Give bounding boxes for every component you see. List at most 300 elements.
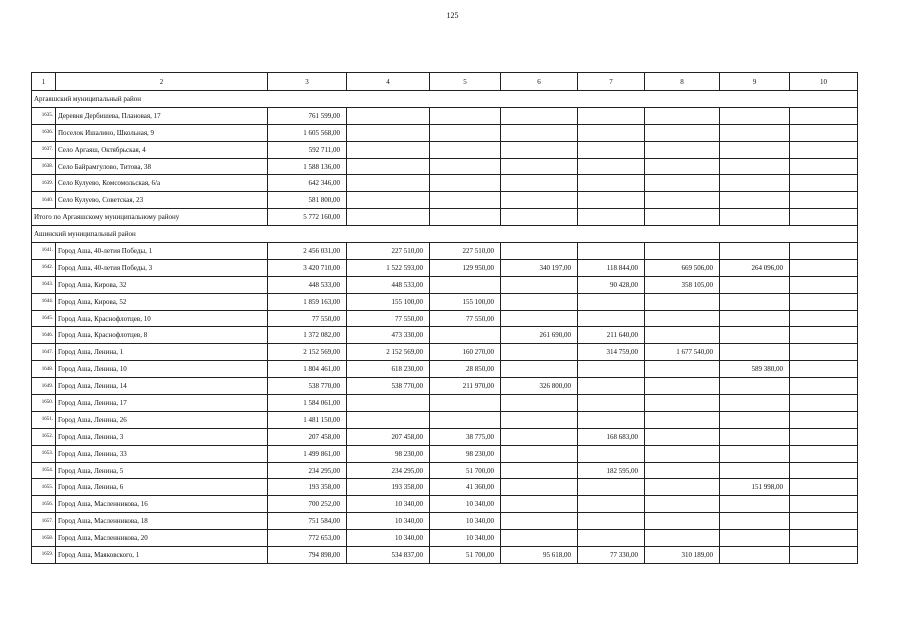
value-cell <box>645 175 720 192</box>
address-cell: Город Аша, 40-летия Победы, 3 <box>56 259 268 276</box>
value-cell <box>430 395 501 412</box>
section-row <box>32 91 858 108</box>
value-cell: 2 152 569,00 <box>347 344 430 361</box>
row-number: 1639. <box>32 175 56 192</box>
value-cell: 1 859 163,00 <box>268 293 347 310</box>
value-cell <box>720 445 790 462</box>
value-cell <box>720 462 790 479</box>
row-number: 1657. <box>32 513 56 530</box>
value-cell <box>430 192 501 209</box>
value-cell: 358 105,00 <box>645 276 720 293</box>
total-row <box>32 209 858 226</box>
value-cell <box>720 141 790 158</box>
value-cell <box>720 276 790 293</box>
value-cell: 1 499 861,00 <box>268 445 347 462</box>
value-cell: 538 770,00 <box>347 378 430 395</box>
row-number: 1635. <box>32 107 56 124</box>
value-cell <box>720 107 790 124</box>
row-number: 1647. <box>32 344 56 361</box>
value-cell <box>720 158 790 175</box>
column-header: 6 <box>501 73 578 91</box>
value-cell <box>578 243 645 260</box>
value-cell: 1 481 150,00 <box>268 411 347 428</box>
section-title: Ашинский муниципальный район <box>32 226 858 243</box>
value-cell <box>501 496 578 513</box>
value-cell: 1 372 082,00 <box>268 327 347 344</box>
value-cell: 1 588 136,00 <box>268 158 347 175</box>
value-cell <box>501 344 578 361</box>
value-cell <box>790 327 858 344</box>
value-cell <box>430 209 501 226</box>
row-number: 1637. <box>32 141 56 158</box>
value-cell <box>720 344 790 361</box>
value-cell <box>790 361 858 378</box>
value-cell <box>578 192 645 209</box>
value-cell <box>645 158 720 175</box>
value-cell: 155 100,00 <box>347 293 430 310</box>
value-cell <box>501 479 578 496</box>
value-cell: 538 770,00 <box>268 378 347 395</box>
row-number: 1649. <box>32 378 56 395</box>
value-cell <box>430 124 501 141</box>
value-cell <box>720 192 790 209</box>
value-cell: 211 970,00 <box>430 378 501 395</box>
value-cell: 618 230,00 <box>347 361 430 378</box>
address-cell: Город Аша, Кирова, 52 <box>56 293 268 310</box>
column-header: 10 <box>790 73 858 91</box>
value-cell <box>720 530 790 547</box>
value-cell: 77 550,00 <box>347 310 430 327</box>
value-cell <box>578 479 645 496</box>
row-number: 1658. <box>32 530 56 547</box>
value-cell <box>790 445 858 462</box>
row-number: 1656. <box>32 496 56 513</box>
data-table <box>31 72 858 564</box>
value-cell <box>790 411 858 428</box>
address-cell: Город Аша, Ленина, 3 <box>56 428 268 445</box>
value-cell <box>790 547 858 564</box>
value-cell <box>578 107 645 124</box>
value-cell <box>501 361 578 378</box>
value-cell <box>790 479 858 496</box>
value-cell <box>501 158 578 175</box>
row-number: 1655. <box>32 479 56 496</box>
value-cell <box>430 276 501 293</box>
section-title: Аргаяшский муниципальный район <box>32 91 858 108</box>
value-cell: 10 340,00 <box>430 496 501 513</box>
value-cell: 28 850,00 <box>430 361 501 378</box>
value-cell <box>501 192 578 209</box>
table-row <box>32 479 858 496</box>
value-cell <box>347 411 430 428</box>
value-cell <box>645 411 720 428</box>
value-cell <box>645 530 720 547</box>
value-cell <box>720 547 790 564</box>
column-header: 7 <box>578 73 645 91</box>
value-cell: 90 428,00 <box>578 276 645 293</box>
value-cell <box>645 496 720 513</box>
value-cell <box>578 445 645 462</box>
column-header: 2 <box>56 73 268 91</box>
value-cell: 1 605 568,00 <box>268 124 347 141</box>
value-cell: 261 690,00 <box>501 327 578 344</box>
value-cell: 3 420 710,00 <box>268 259 347 276</box>
value-cell <box>645 428 720 445</box>
row-number: 1654. <box>32 462 56 479</box>
value-cell <box>501 141 578 158</box>
value-cell <box>645 124 720 141</box>
value-cell <box>720 378 790 395</box>
value-cell <box>645 395 720 412</box>
value-cell <box>720 411 790 428</box>
value-cell: 642 346,00 <box>268 175 347 192</box>
column-header: 9 <box>720 73 790 91</box>
value-cell: 118 844,00 <box>578 259 645 276</box>
value-cell <box>578 141 645 158</box>
table-row <box>32 327 858 344</box>
value-cell: 129 950,00 <box>430 259 501 276</box>
value-cell <box>347 209 430 226</box>
value-cell: 227 510,00 <box>430 243 501 260</box>
value-cell <box>578 378 645 395</box>
value-cell <box>790 175 858 192</box>
row-number: 1651. <box>32 411 56 428</box>
value-cell: 2 456 031,00 <box>268 243 347 260</box>
address-cell: Село Аргаяш, Октябрьская, 4 <box>56 141 268 158</box>
value-cell: 310 189,00 <box>645 547 720 564</box>
table-row <box>32 141 858 158</box>
value-cell: 794 898,00 <box>268 547 347 564</box>
table-row <box>32 378 858 395</box>
value-cell <box>720 293 790 310</box>
address-cell: Город Аша, Масленникова, 18 <box>56 513 268 530</box>
column-header: 8 <box>645 73 720 91</box>
value-cell: 340 197,00 <box>501 259 578 276</box>
table-row <box>32 344 858 361</box>
value-cell: 314 759,00 <box>578 344 645 361</box>
value-cell: 41 360,00 <box>430 479 501 496</box>
value-cell <box>430 107 501 124</box>
row-number: 1652. <box>32 428 56 445</box>
value-cell <box>578 395 645 412</box>
address-cell: Село Кулуево, Комсомольская, 6/а <box>56 175 268 192</box>
value-cell: 700 252,00 <box>268 496 347 513</box>
address-cell: Город Аша, Маяковского, 1 <box>56 547 268 564</box>
value-cell: 151 998,00 <box>720 479 790 496</box>
address-cell: Город Аша, Ленина, 10 <box>56 361 268 378</box>
value-cell: 193 358,00 <box>268 479 347 496</box>
value-cell <box>347 175 430 192</box>
value-cell <box>501 209 578 226</box>
address-cell: Город Аша, Масленникова, 16 <box>56 496 268 513</box>
row-number: 1648. <box>32 361 56 378</box>
value-cell <box>720 310 790 327</box>
value-cell <box>578 496 645 513</box>
table-row <box>32 124 858 141</box>
value-cell <box>720 209 790 226</box>
value-cell <box>790 107 858 124</box>
value-cell <box>720 513 790 530</box>
value-cell: 264 096,00 <box>720 259 790 276</box>
address-cell: Село Байрамгулово, Титова, 38 <box>56 158 268 175</box>
table-row <box>32 243 858 260</box>
header-row <box>32 73 858 91</box>
value-cell <box>720 496 790 513</box>
value-cell <box>790 378 858 395</box>
value-cell <box>430 158 501 175</box>
value-cell <box>501 530 578 547</box>
value-cell <box>720 175 790 192</box>
value-cell <box>578 411 645 428</box>
value-cell <box>578 293 645 310</box>
table-row <box>32 361 858 378</box>
value-cell <box>578 530 645 547</box>
value-cell <box>578 158 645 175</box>
value-cell <box>430 411 501 428</box>
value-cell: 234 295,00 <box>347 462 430 479</box>
value-cell: 761 599,00 <box>268 107 347 124</box>
table-row <box>32 395 858 412</box>
value-cell <box>790 462 858 479</box>
table-row <box>32 310 858 327</box>
value-cell <box>578 513 645 530</box>
value-cell <box>501 310 578 327</box>
value-cell <box>790 395 858 412</box>
value-cell <box>501 124 578 141</box>
value-cell: 98 230,00 <box>430 445 501 462</box>
value-cell <box>501 411 578 428</box>
value-cell: 234 295,00 <box>268 462 347 479</box>
value-cell: 193 358,00 <box>347 479 430 496</box>
value-cell: 1 584 061,00 <box>268 395 347 412</box>
table-row <box>32 192 858 209</box>
page-number: 125 <box>446 11 459 20</box>
value-cell <box>645 327 720 344</box>
value-cell <box>578 310 645 327</box>
value-cell <box>645 310 720 327</box>
value-cell <box>790 513 858 530</box>
value-cell: 589 380,00 <box>720 361 790 378</box>
value-cell: 5 772 160,00 <box>268 209 347 226</box>
value-cell: 1 677 540,00 <box>645 344 720 361</box>
column-header: 5 <box>430 73 501 91</box>
row-number: 1653. <box>32 445 56 462</box>
table-row <box>32 107 858 124</box>
value-cell <box>790 276 858 293</box>
value-cell: 51 700,00 <box>430 462 501 479</box>
value-cell <box>720 124 790 141</box>
value-cell <box>720 428 790 445</box>
value-cell: 751 584,00 <box>268 513 347 530</box>
value-cell <box>645 479 720 496</box>
value-cell: 168 683,00 <box>578 428 645 445</box>
row-number: 1650. <box>32 395 56 412</box>
value-cell <box>645 293 720 310</box>
address-cell: Город Аша, Ленина, 14 <box>56 378 268 395</box>
value-cell: 669 506,00 <box>645 259 720 276</box>
value-cell <box>347 395 430 412</box>
table-row <box>32 428 858 445</box>
address-cell: Город Аша, 40-летия Победы, 1 <box>56 243 268 260</box>
column-header: 3 <box>268 73 347 91</box>
value-cell: 155 100,00 <box>430 293 501 310</box>
value-cell <box>790 259 858 276</box>
value-cell <box>501 395 578 412</box>
address-cell: Поселок Ишалино, Школьная, 9 <box>56 124 268 141</box>
value-cell <box>578 124 645 141</box>
address-cell: Город Аша, Ленина, 33 <box>56 445 268 462</box>
table-body <box>32 73 858 564</box>
table-row <box>32 547 858 564</box>
value-cell: 182 595,00 <box>578 462 645 479</box>
address-cell: Город Аша, Ленина, 1 <box>56 344 268 361</box>
row-number: 1643. <box>32 276 56 293</box>
value-cell: 592 711,00 <box>268 141 347 158</box>
value-cell <box>501 243 578 260</box>
value-cell: 448 533,00 <box>347 276 430 293</box>
value-cell: 207 458,00 <box>347 428 430 445</box>
value-cell: 211 640,00 <box>578 327 645 344</box>
address-cell: Деревня Дербишева, Плановая, 17 <box>56 107 268 124</box>
value-cell <box>645 361 720 378</box>
value-cell <box>430 327 501 344</box>
value-cell <box>347 107 430 124</box>
address-cell: Село Кулуево, Советская, 23 <box>56 192 268 209</box>
value-cell <box>645 192 720 209</box>
value-cell: 581 800,00 <box>268 192 347 209</box>
value-cell: 10 340,00 <box>347 513 430 530</box>
row-number: 1659. <box>32 547 56 564</box>
value-cell <box>501 276 578 293</box>
value-cell <box>790 530 858 547</box>
value-cell <box>645 513 720 530</box>
value-cell <box>645 243 720 260</box>
value-cell <box>501 428 578 445</box>
table-row <box>32 293 858 310</box>
value-cell <box>790 428 858 445</box>
column-header: 4 <box>347 73 430 91</box>
address-cell: Город Аша, Масленникова, 20 <box>56 530 268 547</box>
value-cell <box>790 243 858 260</box>
value-cell <box>578 209 645 226</box>
value-cell: 1 522 593,00 <box>347 259 430 276</box>
address-cell: Город Аша, Ленина, 6 <box>56 479 268 496</box>
row-number: 1644. <box>32 293 56 310</box>
value-cell: 534 837,00 <box>347 547 430 564</box>
table-row <box>32 276 858 293</box>
column-header: 1 <box>32 73 56 91</box>
value-cell <box>347 124 430 141</box>
value-cell <box>347 192 430 209</box>
value-cell: 77 550,00 <box>430 310 501 327</box>
value-cell: 160 270,00 <box>430 344 501 361</box>
value-cell: 1 804 461,00 <box>268 361 347 378</box>
table-row <box>32 496 858 513</box>
address-cell: Город Аша, Кирова, 32 <box>56 276 268 293</box>
row-number: 1646. <box>32 327 56 344</box>
value-cell: 10 340,00 <box>347 496 430 513</box>
value-cell <box>790 496 858 513</box>
value-cell <box>645 462 720 479</box>
value-cell: 38 775,00 <box>430 428 501 445</box>
value-cell: 10 340,00 <box>430 513 501 530</box>
value-cell <box>720 243 790 260</box>
row-number: 1641. <box>32 243 56 260</box>
value-cell: 98 230,00 <box>347 445 430 462</box>
value-cell <box>790 124 858 141</box>
value-cell <box>347 158 430 175</box>
value-cell: 77 550,00 <box>268 310 347 327</box>
value-cell: 51 700,00 <box>430 547 501 564</box>
value-cell <box>430 141 501 158</box>
value-cell <box>501 293 578 310</box>
section-row <box>32 226 858 243</box>
value-cell: 326 800,00 <box>501 378 578 395</box>
table-row <box>32 462 858 479</box>
value-cell <box>790 141 858 158</box>
address-cell: Город Аша, Ленина, 17 <box>56 395 268 412</box>
table-row <box>32 259 858 276</box>
value-cell: 772 653,00 <box>268 530 347 547</box>
value-cell <box>645 209 720 226</box>
value-cell <box>501 513 578 530</box>
row-number: 1645. <box>32 310 56 327</box>
value-cell: 10 340,00 <box>347 530 430 547</box>
value-cell <box>501 107 578 124</box>
value-cell: 10 340,00 <box>430 530 501 547</box>
value-cell <box>790 310 858 327</box>
value-cell <box>347 141 430 158</box>
value-cell <box>501 445 578 462</box>
value-cell <box>578 175 645 192</box>
value-cell: 2 152 569,00 <box>268 344 347 361</box>
value-cell: 227 510,00 <box>347 243 430 260</box>
value-cell <box>645 107 720 124</box>
row-number: 1638. <box>32 158 56 175</box>
table-row <box>32 530 858 547</box>
table-row <box>32 445 858 462</box>
value-cell <box>645 378 720 395</box>
row-number: 1640. <box>32 192 56 209</box>
value-cell: 207 458,00 <box>268 428 347 445</box>
value-cell <box>578 361 645 378</box>
value-cell <box>645 141 720 158</box>
address-cell: Город Аша, Краснофлотцев, 10 <box>56 310 268 327</box>
table-row <box>32 411 858 428</box>
table-row <box>32 158 858 175</box>
value-cell <box>790 209 858 226</box>
value-cell <box>430 175 501 192</box>
address-cell: Город Аша, Краснофлотцев, 8 <box>56 327 268 344</box>
table-row <box>32 175 858 192</box>
value-cell <box>790 293 858 310</box>
address-cell: Город Аша, Ленина, 5 <box>56 462 268 479</box>
value-cell <box>790 344 858 361</box>
value-cell: 95 618,00 <box>501 547 578 564</box>
value-cell <box>501 462 578 479</box>
total-label: Итого по Аргаяшскому муниципальному району <box>32 209 268 226</box>
row-number: 1642. <box>32 259 56 276</box>
value-cell: 448 533,00 <box>268 276 347 293</box>
table-row <box>32 513 858 530</box>
value-cell <box>501 175 578 192</box>
value-cell <box>720 327 790 344</box>
value-cell <box>790 192 858 209</box>
row-number: 1636. <box>32 124 56 141</box>
address-cell: Город Аша, Ленина, 26 <box>56 411 268 428</box>
value-cell <box>790 158 858 175</box>
value-cell <box>720 395 790 412</box>
